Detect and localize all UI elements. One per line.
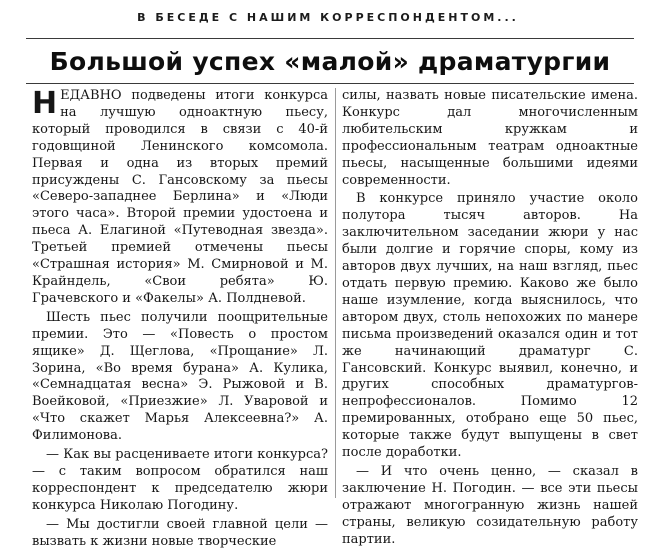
rule-bottom (26, 83, 634, 84)
paragraph-7: — И что очень ценно, — сказал в заключение Н. Погодин. — все эти пьесы отражают многогранную жизнь нашей страны, великую созидательную работу партии. (342, 463, 638, 547)
column-divider (335, 88, 336, 498)
paragraph-3: — Как вы расцениваете итоги конкурса? — с таким вопросом обратился наш корреспондент к председателю жюри конкурса Николаю Погодину. (32, 447, 328, 513)
paragraph-6: В конкурсе приняло участие около полутора тысяч авторов. На заключительном заседании жюри у нас были долгие и горячие споры, кому из авторов двух лучших, на наш взгляд, пьес отдать первую премию. Каково же было наше изумление, когда выяснилось, что автором двух, столь непохожих по манере письма произведений оказался один и тот же начинающий драматург С. Гансовский. Конкурс выявил, конечно, и других способных драматургов-непрофессионалов. Помимо 12 премированных, отобрано еще 50 пьес, которые также будут выпущены в свет после доработки. (342, 191, 638, 461)
rule-top (26, 38, 634, 39)
drop-cap: Н (32, 86, 58, 121)
paragraph-2: Шесть пьес получили поощрительные премии. Это — «Повесть о простом ящике» Д. Щеглова, «Прощание» Л. Зорина, «Во время бурана» А. Кулика, «Семнадцатая весна» Э. Рыжовой и В. Воейковой, «Приезжие» Л. Уваровой и «Что скажет Марья Алексеевна?» А. Филимонова. (32, 309, 328, 444)
article-column-left (32, 88, 328, 552)
paragraph-5: силы, назвать новые писательские имена. Конкурс дал многочисленным любительским кружкам и профессиональным театрам одноактные пьесы, насыщенные большими идеями современности. (342, 88, 638, 188)
article-column-right (342, 88, 638, 550)
paragraph-4: — Мы достигли своей главной цели — вызвать к жизни новые творческие (32, 516, 328, 549)
paragraph-1 (32, 88, 328, 308)
headline: Большой успех «малой» драматургии (49, 47, 611, 76)
rubric: В БЕСЕДЕ С НАШИМ КОРРЕСПОНДЕНТОМ... (137, 11, 519, 24)
paragraph-1-text: ЕДАВНО подведены итоги конкурса на лучшую одноактную пьесу, который проводился в связи с 40-й годовщиной Ленинского комсомола. Первая и одна из вторых премий присуждены С. Гансовскому за пьесы «Северо-западнее Берлина» и «Люди этого часа». Второй премии удостоена и пьеса А. Елагиной «Путеводная звезда». Третьей премией отмечены пьесы «Страшная история» М. Смирновой и М. Крайндель, «Свои ребята» Ю. Грачевского и «Факелы» А. Полдневой. (32, 88, 328, 306)
